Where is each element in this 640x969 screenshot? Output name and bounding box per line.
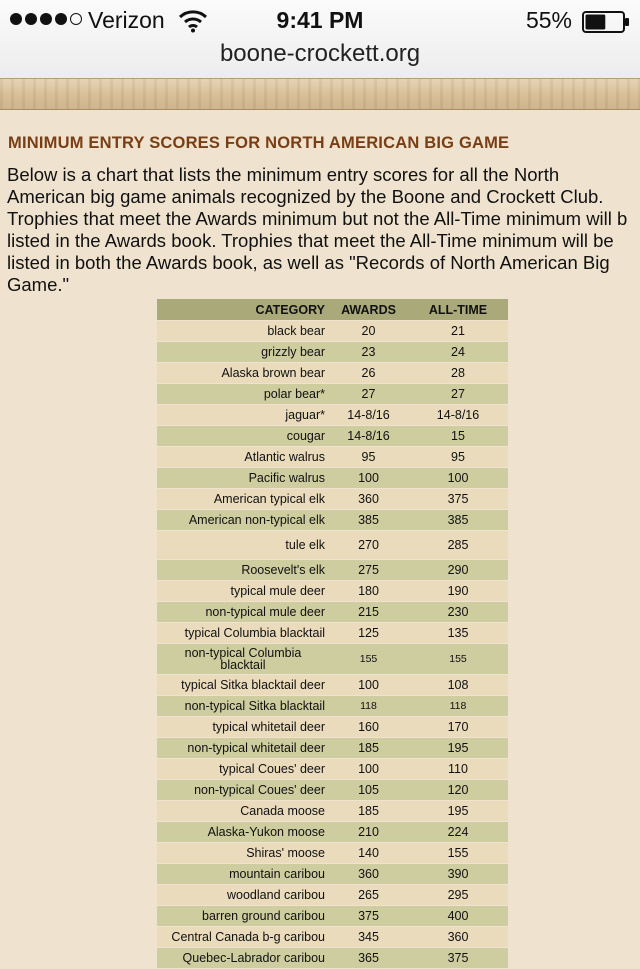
status-bar bbox=[0, 0, 640, 40]
awards-cell: 375 bbox=[329, 906, 408, 927]
awards-cell: 360 bbox=[329, 864, 408, 885]
table-row bbox=[157, 531, 508, 560]
category-cell: typical Sitka blacktail deer bbox=[157, 675, 329, 696]
all-time-cell: 120 bbox=[408, 780, 508, 801]
table-row bbox=[157, 623, 508, 644]
table-row bbox=[157, 342, 508, 363]
all-time-cell: 285 bbox=[408, 531, 508, 560]
table-row bbox=[157, 738, 508, 759]
intro-paragraph bbox=[7, 164, 640, 296]
awards-cell: 14-8/16 bbox=[329, 405, 408, 426]
column-header-category: CATEGORY bbox=[157, 299, 329, 321]
category-cell: Canada moose bbox=[157, 801, 329, 822]
category-cell: Shiras' moose bbox=[157, 843, 329, 864]
table-row bbox=[157, 717, 508, 738]
table-row bbox=[157, 780, 508, 801]
awards-cell: 385 bbox=[329, 510, 408, 531]
category-cell: non-typical mule deer bbox=[157, 602, 329, 623]
table-row bbox=[157, 644, 508, 675]
intro-line: Below is a chart that lists the minimum entry scores for all the North bbox=[7, 164, 560, 185]
all-time-cell: 155 bbox=[408, 843, 508, 864]
awards-cell: 26 bbox=[329, 363, 408, 384]
awards-cell: 185 bbox=[329, 801, 408, 822]
awards-cell: 100 bbox=[329, 468, 408, 489]
table-row bbox=[157, 560, 508, 581]
table-row bbox=[157, 906, 508, 927]
category-cell: Central Canada b-g caribou bbox=[157, 927, 329, 948]
category-cell: typical whitetail deer bbox=[157, 717, 329, 738]
awards-cell: 360 bbox=[329, 489, 408, 510]
table-row bbox=[157, 885, 508, 906]
all-time-cell: 400 bbox=[408, 906, 508, 927]
all-time-cell: 390 bbox=[408, 864, 508, 885]
category-cell: cougar bbox=[157, 426, 329, 447]
table-row bbox=[157, 822, 508, 843]
browser-header bbox=[0, 0, 640, 80]
category-cell: mountain caribou bbox=[157, 864, 329, 885]
all-time-cell: 230 bbox=[408, 602, 508, 623]
battery-percent: 55% bbox=[525, 7, 572, 33]
category-cell: typical Coues' deer bbox=[157, 759, 329, 780]
all-time-cell: 118 bbox=[408, 696, 508, 717]
carrier-name: Verizon bbox=[88, 7, 165, 33]
address-bar[interactable]: boone-crockett.org bbox=[219, 40, 421, 67]
all-time-cell: 385 bbox=[408, 510, 508, 531]
all-time-cell: 375 bbox=[408, 948, 508, 969]
table-row bbox=[157, 843, 508, 864]
all-time-cell: 95 bbox=[408, 447, 508, 468]
category-cell: polar bear* bbox=[157, 384, 329, 405]
category-cell: grizzly bear bbox=[157, 342, 329, 363]
table-row bbox=[157, 468, 508, 489]
category-cell: Atlantic walrus bbox=[157, 447, 329, 468]
table-row bbox=[157, 321, 508, 342]
table-row bbox=[157, 759, 508, 780]
awards-cell: 95 bbox=[329, 447, 408, 468]
category-cell: non-typical Coues' deer bbox=[157, 780, 329, 801]
awards-cell: 140 bbox=[329, 843, 408, 864]
awards-cell: 14-8/16 bbox=[329, 426, 408, 447]
all-time-cell: 224 bbox=[408, 822, 508, 843]
table-row bbox=[157, 927, 508, 948]
category-cell: American non-typical elk bbox=[157, 510, 329, 531]
all-time-cell: 100 bbox=[408, 468, 508, 489]
all-time-cell: 108 bbox=[408, 675, 508, 696]
table-header-row bbox=[157, 299, 508, 321]
all-time-cell: 110 bbox=[408, 759, 508, 780]
category-cell: typical mule deer bbox=[157, 581, 329, 602]
category-cell: Quebec-Labrador caribou bbox=[157, 948, 329, 969]
intro-line: listed in the Awards book. Trophies that meet the All-Time minimum will be bbox=[7, 230, 614, 251]
awards-cell: 160 bbox=[329, 717, 408, 738]
intro-line: listed in both the Awards book, as well as "Records of North American Big bbox=[7, 252, 610, 273]
all-time-cell: 155 bbox=[408, 644, 508, 675]
all-time-cell: 14-8/16 bbox=[408, 405, 508, 426]
table-row bbox=[157, 384, 508, 405]
intro-line: Game." bbox=[7, 274, 70, 295]
category-cell: typical Columbia blacktail bbox=[157, 623, 329, 644]
all-time-cell: 170 bbox=[408, 717, 508, 738]
awards-cell: 105 bbox=[329, 780, 408, 801]
intro-line: Trophies that meet the Awards minimum but not the All-Time minimum will b bbox=[7, 208, 628, 229]
awards-cell: 180 bbox=[329, 581, 408, 602]
all-time-cell: 360 bbox=[408, 927, 508, 948]
site-header-banner bbox=[0, 78, 640, 110]
table-row bbox=[157, 581, 508, 602]
table-row bbox=[157, 696, 508, 717]
awards-cell: 100 bbox=[329, 675, 408, 696]
table-row bbox=[157, 363, 508, 384]
awards-cell: 345 bbox=[329, 927, 408, 948]
all-time-cell: 195 bbox=[408, 738, 508, 759]
category-cell: barren ground caribou bbox=[157, 906, 329, 927]
awards-cell: 215 bbox=[329, 602, 408, 623]
table-row bbox=[157, 426, 508, 447]
category-cell: woodland caribou bbox=[157, 885, 329, 906]
category-cell bbox=[157, 644, 329, 675]
awards-cell: 125 bbox=[329, 623, 408, 644]
category-cell: non-typical whitetail deer bbox=[157, 738, 329, 759]
category-cell-text: non-typical Columbia blacktail bbox=[184, 646, 302, 672]
all-time-cell: 135 bbox=[408, 623, 508, 644]
all-time-cell: 195 bbox=[408, 801, 508, 822]
table-row bbox=[157, 489, 508, 510]
category-cell: Alaska-Yukon moose bbox=[157, 822, 329, 843]
all-time-cell: 295 bbox=[408, 885, 508, 906]
category-cell: tule elk bbox=[157, 531, 329, 560]
table-row bbox=[157, 675, 508, 696]
awards-cell: 118 bbox=[329, 696, 408, 717]
awards-cell: 185 bbox=[329, 738, 408, 759]
minimum-scores-table bbox=[157, 299, 508, 969]
table-row bbox=[157, 948, 508, 969]
awards-cell: 100 bbox=[329, 759, 408, 780]
table-row bbox=[157, 405, 508, 426]
category-cell: non-typical Sitka blacktail bbox=[157, 696, 329, 717]
awards-cell: 155 bbox=[329, 644, 408, 675]
all-time-cell: 21 bbox=[408, 321, 508, 342]
table-row bbox=[157, 864, 508, 885]
category-cell: jaguar* bbox=[157, 405, 329, 426]
all-time-cell: 24 bbox=[408, 342, 508, 363]
all-time-cell: 15 bbox=[408, 426, 508, 447]
table-row bbox=[157, 447, 508, 468]
category-cell: Alaska brown bear bbox=[157, 363, 329, 384]
awards-cell: 265 bbox=[329, 885, 408, 906]
awards-cell: 23 bbox=[329, 342, 408, 363]
category-cell: Pacific walrus bbox=[157, 468, 329, 489]
table-row bbox=[157, 510, 508, 531]
category-cell: American typical elk bbox=[157, 489, 329, 510]
awards-cell: 270 bbox=[329, 531, 408, 560]
clock: 9:41 PM bbox=[276, 7, 364, 33]
intro-line: American big game animals recognized by the Boone and Crockett Club. bbox=[7, 186, 604, 207]
table-row bbox=[157, 801, 508, 822]
awards-cell: 275 bbox=[329, 560, 408, 581]
page-heading: MINIMUM ENTRY SCORES FOR NORTH AMERICAN BIG GAME bbox=[8, 134, 510, 152]
all-time-cell: 27 bbox=[408, 384, 508, 405]
all-time-cell: 28 bbox=[408, 363, 508, 384]
awards-cell: 27 bbox=[329, 384, 408, 405]
awards-cell: 210 bbox=[329, 822, 408, 843]
all-time-cell: 375 bbox=[408, 489, 508, 510]
category-cell: Roosevelt's elk bbox=[157, 560, 329, 581]
column-header-all-time: ALL-TIME bbox=[408, 299, 508, 321]
awards-cell: 365 bbox=[329, 948, 408, 969]
column-header-awards: AWARDS bbox=[329, 299, 408, 321]
all-time-cell: 190 bbox=[408, 581, 508, 602]
all-time-cell: 290 bbox=[408, 560, 508, 581]
battery-icon bbox=[582, 11, 630, 33]
awards-cell: 20 bbox=[329, 321, 408, 342]
table-row bbox=[157, 602, 508, 623]
category-cell: black bear bbox=[157, 321, 329, 342]
